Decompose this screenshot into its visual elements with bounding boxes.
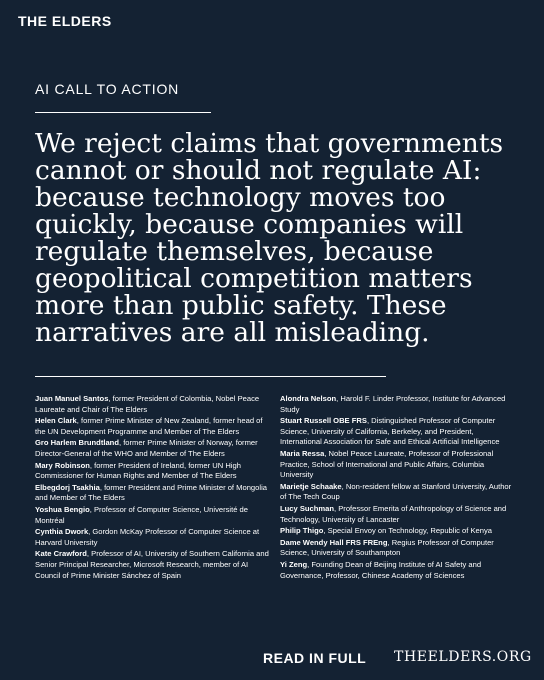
signatory-desc: , Distinguished Professor of Computer Science, University of California, Berkeley, and President, International Association for Safe and Ethical Artificial Intelligence [280, 416, 500, 447]
signatory-desc: , former Prime Minister of New Zealand, former head of the UN Development Programme and Member of The Elders [35, 416, 263, 436]
signatory-desc: , Gordon McKay Professor of Computer Science at Harvard University [35, 527, 260, 547]
signatory [280, 504, 512, 525]
divider-top [35, 112, 211, 113]
signatory-desc: , Founding Dean of Beijing Institute of AI Safety and Governance, Professor, Chinese Academy of Sciences [280, 559, 482, 580]
headline-quote: We reject claims that governments cannot or should not regulate AI: because technology moves too quickly, because companies will regulate themselves, because geopolitical competition matters more than public safety. These narratives are all misleading. [35, 128, 504, 348]
signatories-right-column [280, 394, 512, 582]
signatory [35, 461, 273, 482]
signatory-name: Maria Ressa [280, 448, 325, 458]
signatory [35, 549, 273, 581]
signatory-desc: , Nobel Peace Laureate, Professor of Professional Practice, School of International and Public Affairs, Columbia University [280, 448, 494, 480]
signatory [35, 394, 273, 415]
signatory-desc: , Regius Professor of Computer Science, University of Southampton [280, 537, 494, 558]
signatory-desc: , former President of Ireland, former UN High Commissioner for Human Rights and Member of The Elders [35, 460, 241, 481]
signatory [280, 526, 512, 537]
signatory-desc: , Harold F. Linder Professor, Institute for Advanced Study [280, 394, 506, 414]
signatory-name: Yi Zeng [280, 559, 308, 569]
signatory [280, 538, 512, 559]
read-in-full-link[interactable]: READ IN FULL [263, 650, 367, 666]
signatory-name: Alondra Nelson [280, 394, 337, 403]
signatory [280, 449, 512, 481]
signatory [280, 482, 512, 503]
brand-logo: THE ELDERS [18, 13, 112, 29]
signatories-left-column [35, 394, 273, 582]
signatory-name: Cynthia Dwork [35, 527, 89, 537]
signatory-name: Marietje Schaake [280, 481, 342, 491]
signatory-name: Kate Crawford [35, 549, 87, 559]
signatory [280, 416, 512, 448]
signatory-desc: , Non-resident fellow at Stanford University, Author of The Tech Coup [280, 481, 512, 502]
signatory [35, 527, 273, 548]
signatory [35, 416, 273, 437]
website-url-link[interactable]: THEELDERS.ORG [394, 649, 532, 665]
signatory-name: Helen Clark [35, 416, 77, 426]
signatory-desc: , Professor of Computer Science, Université de Montréal [35, 504, 248, 525]
signatory-name: Elbegdorj Tsakhia [35, 482, 100, 492]
signatory-desc: , Professor Emerita of Anthropology of Science and Technology, University of Lancaster [280, 503, 507, 524]
signatory [35, 483, 273, 504]
signatory [35, 505, 273, 526]
signatory [280, 394, 512, 415]
signatory-name: Philip Thigo [280, 526, 324, 536]
signatory-name: Stuart Russell OBE FRS [280, 416, 367, 426]
signatory-desc: , former President of Colombia, Nobel Peace Laureate and Chair of The Elders [35, 394, 260, 414]
signatory-name: Mary Robinson [35, 460, 90, 470]
divider-bottom [35, 376, 386, 377]
section-kicker: AI CALL TO ACTION [35, 81, 180, 97]
signatory-desc: , former President and Prime Minister of Mongolia and Member of The Elders [35, 482, 267, 503]
signatory-name: Yoshua Bengio [35, 504, 90, 514]
signatory-name: Juan Manuel Santos [35, 394, 109, 403]
signatory-name: Gro Harlem Brundtland [35, 438, 119, 448]
signatory [35, 438, 273, 459]
signatory-name: Dame Wendy Hall FRS FREng [280, 537, 388, 547]
signatory-desc: , former Prime Minister of Norway, former Director-General of the WHO and Member of The Elders [35, 438, 258, 458]
signatory-desc: , Professor of AI, University of Southern California and Senior Principal Researcher, Microsoft Research, member of AI Council of Prime Minister Sánchez of Spain [35, 549, 269, 580]
signatory [280, 560, 512, 581]
signatory-desc: , Special Envoy on Technology, Republic of Kenya [323, 526, 493, 536]
signatory-name: Lucy Suchman [280, 503, 335, 513]
